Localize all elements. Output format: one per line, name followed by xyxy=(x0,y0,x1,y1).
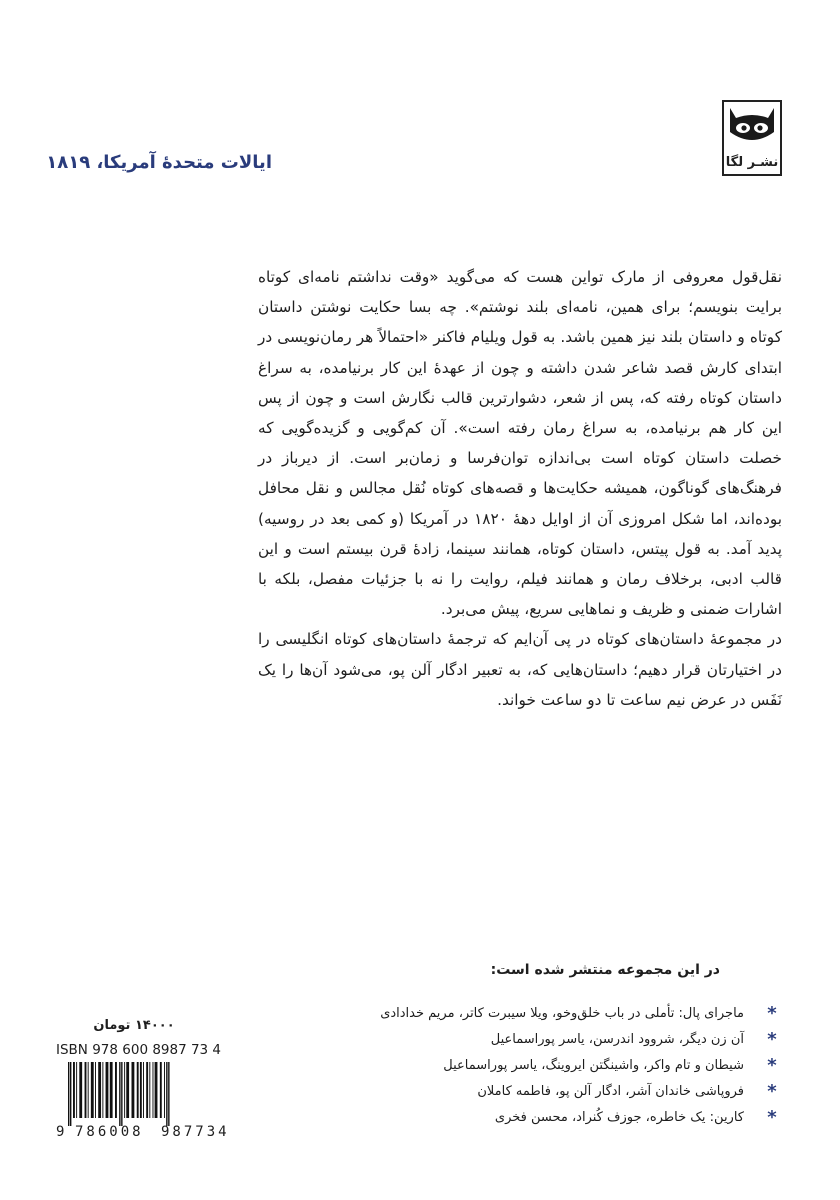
barcode-bar xyxy=(160,1062,162,1118)
barcode-bars xyxy=(68,1062,170,1126)
series-heading: در این مجموعه منتشر شده است: xyxy=(490,962,720,978)
asterisk-bullet-icon: * xyxy=(767,1106,777,1128)
barcode-bar xyxy=(79,1062,82,1118)
asterisk-bullet-icon: * xyxy=(767,1002,777,1024)
barcode-bar xyxy=(76,1062,77,1118)
barcode-bar xyxy=(110,1062,113,1118)
book-title: ایالات متحدهٔ آمریکا، ۱۸۱۹ xyxy=(46,152,272,173)
list-item xyxy=(262,1026,782,1052)
barcode-bar xyxy=(149,1062,150,1118)
barcode-digit-group: 786008 xyxy=(75,1124,144,1140)
list-item xyxy=(262,1104,782,1130)
barcode-bar xyxy=(106,1062,109,1118)
asterisk-bullet-icon: * xyxy=(767,1054,777,1076)
barcode-bar xyxy=(132,1062,135,1118)
barcode-bar xyxy=(98,1062,101,1118)
isbn-number: ISBN 978 600 8987 73 4 xyxy=(56,1042,222,1058)
publisher-logo xyxy=(722,100,782,176)
barcode-bar xyxy=(124,1062,125,1118)
list-item-text: ماجرای پال: تأملی در باب خلق‌وخو، ویلا سیبرت کاتر، مریم خدادادی xyxy=(380,1005,744,1021)
list-item xyxy=(262,1052,782,1078)
barcode-bar xyxy=(121,1062,122,1126)
list-item-text: آن زن دیگر، شروود اندرسن، یاسر پوراسماعیل xyxy=(490,1031,744,1047)
list-item xyxy=(262,1000,782,1026)
blurb-paragraph: در مجموعهٔ داستان‌های کوتاه در پی آن‌ایم که ترجمهٔ داستان‌های کوتاه انگلیسی را در اختیارتان قرار دهیم؛ داستان‌هایی که، به تعبیر ادگار آلن پو، می‌شود آن‌ها را یک نَفَس در عرض نیم ساعت تا دو ساعت خواند. xyxy=(258,630,782,709)
list-item-text: شیطان و تام واکر، واشینگتن ایروینگ، یاسر پوراسماعیل xyxy=(443,1057,744,1073)
barcode-bar xyxy=(168,1062,169,1126)
owl-icon xyxy=(724,102,780,150)
barcode-bar xyxy=(166,1062,167,1126)
publisher-logo-text: نشـر لگا xyxy=(725,155,779,170)
barcode-bar xyxy=(95,1062,96,1118)
price-label: ۱۴۰۰۰ تومان xyxy=(93,1018,175,1033)
list-item xyxy=(262,1078,782,1104)
barcode-digit-group: 987734 xyxy=(161,1124,230,1140)
barcode-bar xyxy=(115,1062,117,1118)
barcode-bar xyxy=(146,1062,148,1118)
barcode-bar xyxy=(126,1062,129,1118)
barcode xyxy=(54,1062,254,1140)
barcode-bar xyxy=(153,1062,154,1118)
asterisk-bullet-icon: * xyxy=(767,1028,777,1050)
list-item-text: کارین: یک خاطره، جوزف کُنراد، محسن فخری xyxy=(494,1109,744,1125)
barcode-bar xyxy=(155,1062,158,1118)
barcode-bar xyxy=(140,1062,142,1118)
blurb-text xyxy=(258,262,782,715)
barcode-bar xyxy=(85,1062,87,1118)
barcode-bar xyxy=(119,1062,120,1126)
barcode-bar xyxy=(137,1062,139,1118)
barcode-bar xyxy=(164,1062,165,1118)
barcode-bar xyxy=(102,1062,103,1118)
barcode-bar xyxy=(70,1062,71,1126)
asterisk-bullet-icon: * xyxy=(767,1080,777,1102)
barcode-bar xyxy=(143,1062,144,1118)
barcode-bar xyxy=(73,1062,75,1118)
series-list xyxy=(262,1000,782,1130)
barcode-bar xyxy=(68,1062,69,1126)
blurb-paragraph: نقل‌قول معروفی از مارک تواین هست که می‌گوید «وقت نداشتم نامه‌ای کوتاه برایت بنویسم؛ برای همین، نامه‌ای بلند نوشتم». چه بسا حکایت نوشتن داستان کوتاه و داستان بلند نیز همین باشد. به قول ویلیام فاکنر «احتمالاً هر رمان‌نویسی در ابتدای کارش قصد شاعر شدن داشته و چون از عهدهٔ این کار برنیامده، به سراغ داستان کوتاه رفته که، پس از شعر، دشوارترین قالب نگارش است و چون از پس این کار هم برنیامده، به سراغ رمان رفته است». آن کم‌گویی و گزیده‌گویی که خصلت داستان کوتاه است بی‌اندازه توان‌فرسا و زمان‌بر است. از دیرباز در فرهنگ‌های گوناگون، همیشه حکایت‌ها و قصه‌های کوتاه نُقل مجالس و نقل محافل بوده‌اند، اما شکل امروزی آن از اوایل دههٔ ۱۸۲۰ در آمریکا (و کمی بعد در روسیه) پدید آمد. به قول پیتس، داستان کوتاه، همانند سینما، زادهٔ قرن بیستم است و این قالب ادبی، برخلاف رمان و همانند فیلم، روایت را نه با جزئیات مفصل، بلکه با اشارات ضمنی و ظریف و نماهایی سریع، پیش می‌برد. xyxy=(258,268,782,619)
list-item-text: فروپاشی خاندان آشر، ادگار آلن پو، فاطمه کاملان xyxy=(477,1083,744,1099)
barcode-bar xyxy=(91,1062,94,1118)
barcode-digit-group: 9 xyxy=(56,1124,65,1140)
barcode-bar xyxy=(88,1062,89,1118)
